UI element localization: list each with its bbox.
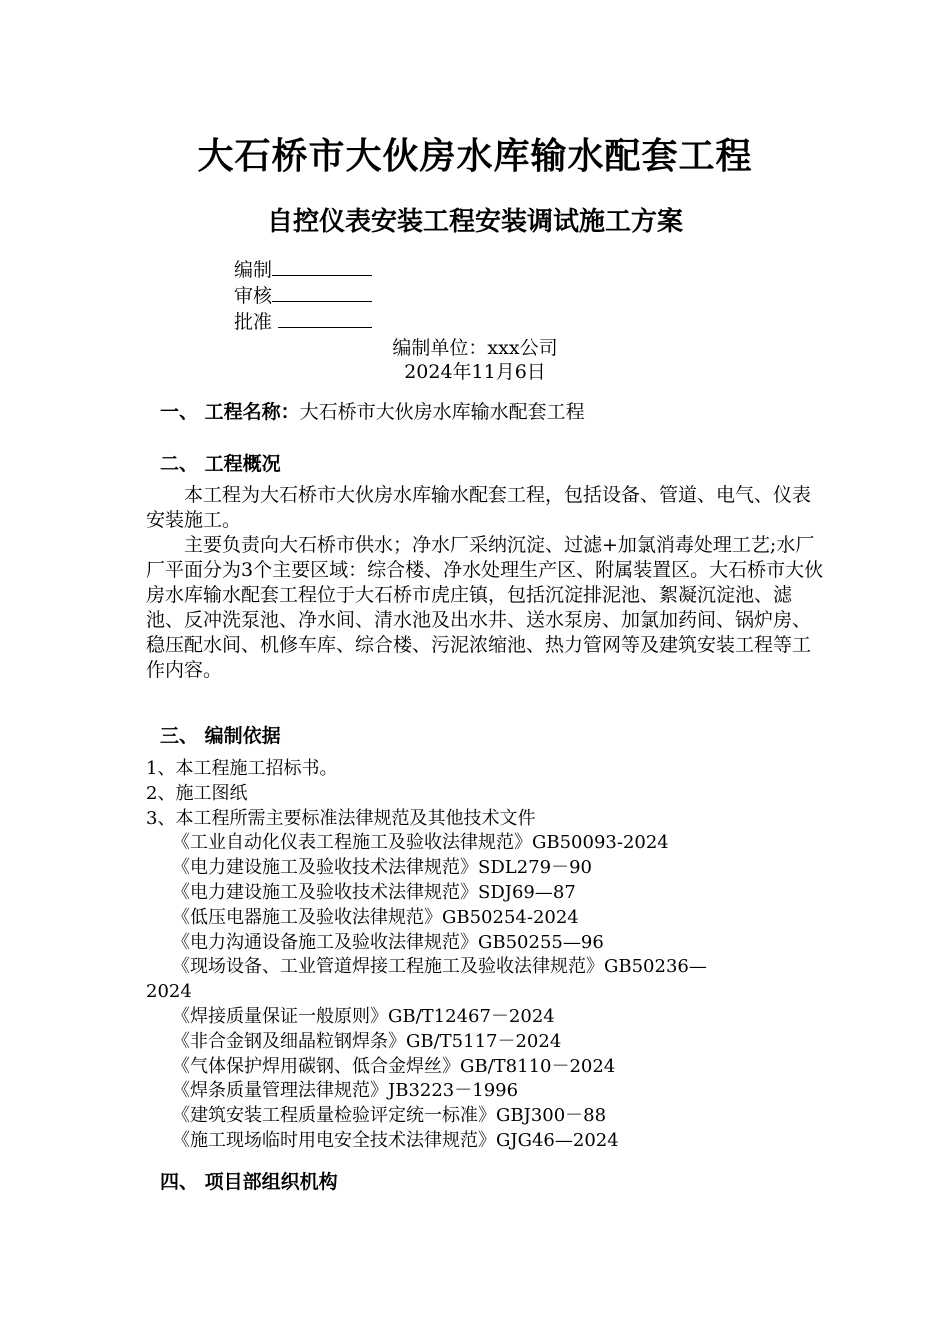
standard-item: 《电力沟通设备施工及验收法律规范》GB50255—96 bbox=[172, 931, 604, 953]
section-1-heading: 一、 工程名称： bbox=[160, 401, 300, 423]
standard-item: 《现场设备、工业管道焊接工程施工及验收法律规范》GB50236— bbox=[172, 956, 707, 978]
standard-item: 《低压电器施工及验收法律规范》GB50254-2024 bbox=[172, 906, 579, 928]
section-2-heading-text: 二、 工程概况 bbox=[160, 453, 281, 475]
section-1-value: 大石桥市大伙房水库输水配套工程 bbox=[299, 401, 585, 423]
section-3-list bbox=[146, 757, 826, 1154]
section-4-heading-text: 四、 项目部组织机构 bbox=[160, 1171, 338, 1193]
section-3-heading-text: 三、 编制依据 bbox=[160, 725, 281, 747]
standard-item: 《电力建设施工及验收技术法律规范》SDJ69—87 bbox=[172, 881, 576, 903]
standard-item: 《工业自动化仪表工程施工及验收法律规范》GB50093-2024 bbox=[172, 832, 669, 854]
list-item: 2、施工图纸 bbox=[146, 782, 248, 804]
signoff-review bbox=[234, 283, 372, 309]
standard-item: 《气体保护焊用碳钢、低合金焊丝》GB/T8110－2024 bbox=[172, 1055, 616, 1077]
standard-item-continuation: 2024 bbox=[146, 981, 192, 1003]
compiling-unit: 编制单位：xxx公司 bbox=[392, 337, 558, 359]
signoff-approve-label: 批准 bbox=[234, 311, 273, 333]
signoff-compile bbox=[234, 257, 372, 283]
section-4-heading bbox=[160, 1167, 338, 1194]
list-item: 3、本工程所需主要标准法律规范及其他技术文件 bbox=[146, 807, 536, 829]
signoff-approve-line bbox=[278, 309, 372, 328]
standard-item: 《焊条质量管理法律规范》JB3223－1996 bbox=[172, 1080, 519, 1102]
section-2-paragraph-1: 本工程为大石桥市大伙房水库输水配套工程，包括设备、管道、电气、仪表安装施工。 bbox=[146, 484, 812, 531]
list-item: 1、本工程施工招标书。 bbox=[146, 758, 338, 779]
signoff-compile-line bbox=[272, 257, 372, 276]
standard-item: 《电力建设施工及验收技术法律规范》SDL279－90 bbox=[172, 857, 592, 879]
section-1 bbox=[160, 397, 585, 424]
standard-item: 《焊接质量保证一般原则》GB/T12467－2024 bbox=[172, 1005, 555, 1027]
section-2-paragraph-2: 主要负责向大石桥市供水；净水厂采纳沉淀、过滤+加氯消毒处理工艺;水厂厂平面分为3个主要区域：综合楼、净水处理生产区、附属装置区。大石桥市大伙房水库输水配套工程位于大石桥市虎庄镇，包括沉淀排泥池、絮凝沉淀池、滤池、反冲洗泵池、净水间、清水池及出水井、送水泵房、加氯加药间、锅炉房、稳压配水间、机修车库、综合楼、污泥浓缩池、热力管网等及建筑安装工程等工作内容。 bbox=[146, 534, 824, 681]
document-subtitle: 自控仪表安装工程安装调试施工方案 bbox=[266, 207, 683, 237]
signoff-review-line bbox=[272, 283, 372, 302]
section-3-heading bbox=[160, 721, 281, 748]
signoff-approve bbox=[234, 309, 372, 335]
standard-item: 《施工现场临时用电安全技术法律规范》GJG46—2024 bbox=[172, 1129, 619, 1151]
document-title: 大石桥市大伙房水库输水配套工程 bbox=[197, 135, 753, 177]
compile-date: 2024年11月6日 bbox=[404, 361, 546, 383]
section-2-heading bbox=[160, 449, 281, 476]
standard-item: 《非合金钢及细晶粒钢焊条》GB/T5117－2024 bbox=[172, 1030, 562, 1052]
signoff-review-label: 审核 bbox=[234, 285, 273, 307]
signoff-compile-label: 编制 bbox=[234, 259, 273, 281]
standard-item: 《建筑安装工程质量检验评定统一标准》GBJ300－88 bbox=[172, 1105, 607, 1127]
